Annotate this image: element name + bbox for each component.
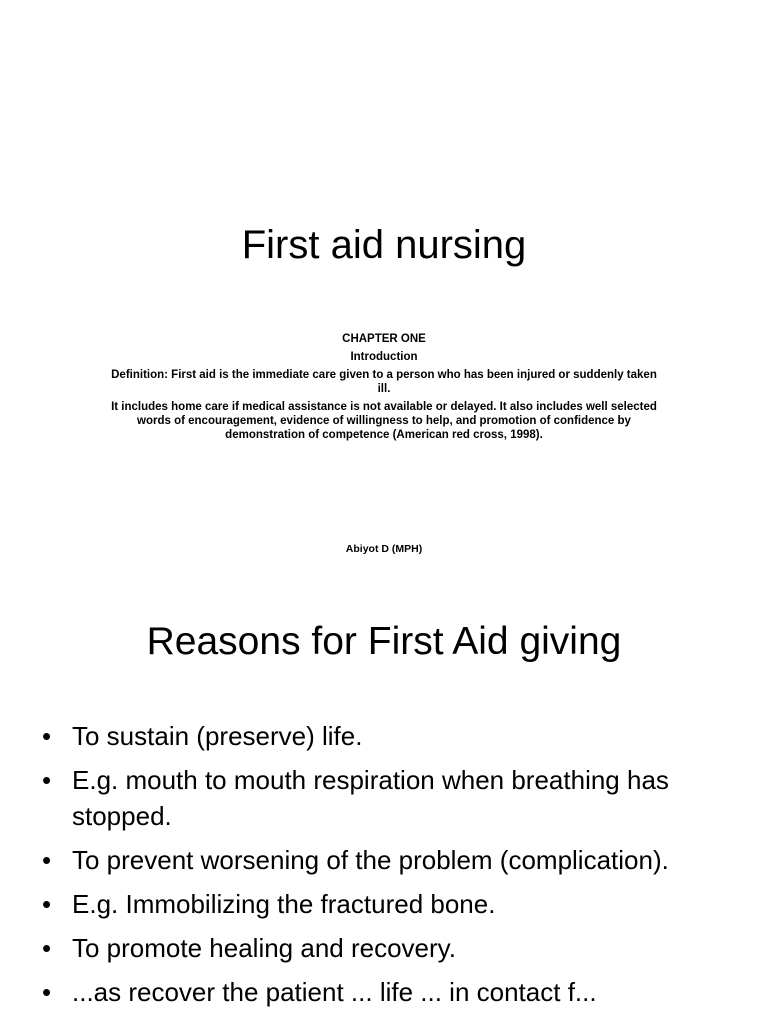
bullet-item: [40, 762, 740, 834]
bullet-item: [40, 886, 740, 922]
bullet-text: ...as recover the patient ... life ... in contact f...: [72, 977, 597, 1007]
bullet-text: E.g. mouth to mouth respiration when breathing has stopped.: [72, 765, 669, 831]
bullet-dot-icon: •: [42, 933, 52, 963]
bullet-dot-icon: •: [42, 721, 52, 751]
section-label: Introduction: [350, 351, 418, 363]
slide-reasons: [0, 590, 768, 1024]
slide-title-heading: First aid nursing: [241, 223, 527, 267]
bullet-item: [40, 974, 740, 1010]
bullet-text: To sustain (preserve) life.: [72, 721, 363, 751]
bullet-text: To prevent worsening of the problem (complication).: [72, 845, 669, 875]
bullet-dot-icon: •: [42, 845, 52, 875]
slide-subtitle-block: [110, 332, 658, 446]
chapter-label: CHAPTER ONE: [342, 333, 426, 345]
definition-text: Definition: First aid is the immediate care given to a person who has been injured or suddenly taken ill.: [111, 369, 657, 395]
bullet-dot-icon: •: [42, 765, 52, 795]
bullet-text: To promote healing and recovery.: [72, 933, 456, 963]
bullet-item: [40, 930, 740, 966]
bullet-dot-icon: •: [42, 977, 52, 1007]
includes-text: It includes home care if medical assistance is not available or delayed. It also includes well selected words of encouragement, evidence of willingness to help, and promotion of confidence by demonstration of competence (American red cross, 1998).: [111, 401, 657, 441]
bullet-list: [40, 718, 740, 1018]
bullet-item: [40, 842, 740, 878]
slide-reasons-heading: Reasons for First Aid giving: [146, 620, 622, 663]
bullet-item: [40, 718, 740, 754]
author-label: Abiyot D (MPH): [345, 543, 423, 555]
bullet-text: E.g. Immobilizing the fractured bone.: [72, 889, 496, 919]
bullet-dot-icon: •: [42, 889, 52, 919]
